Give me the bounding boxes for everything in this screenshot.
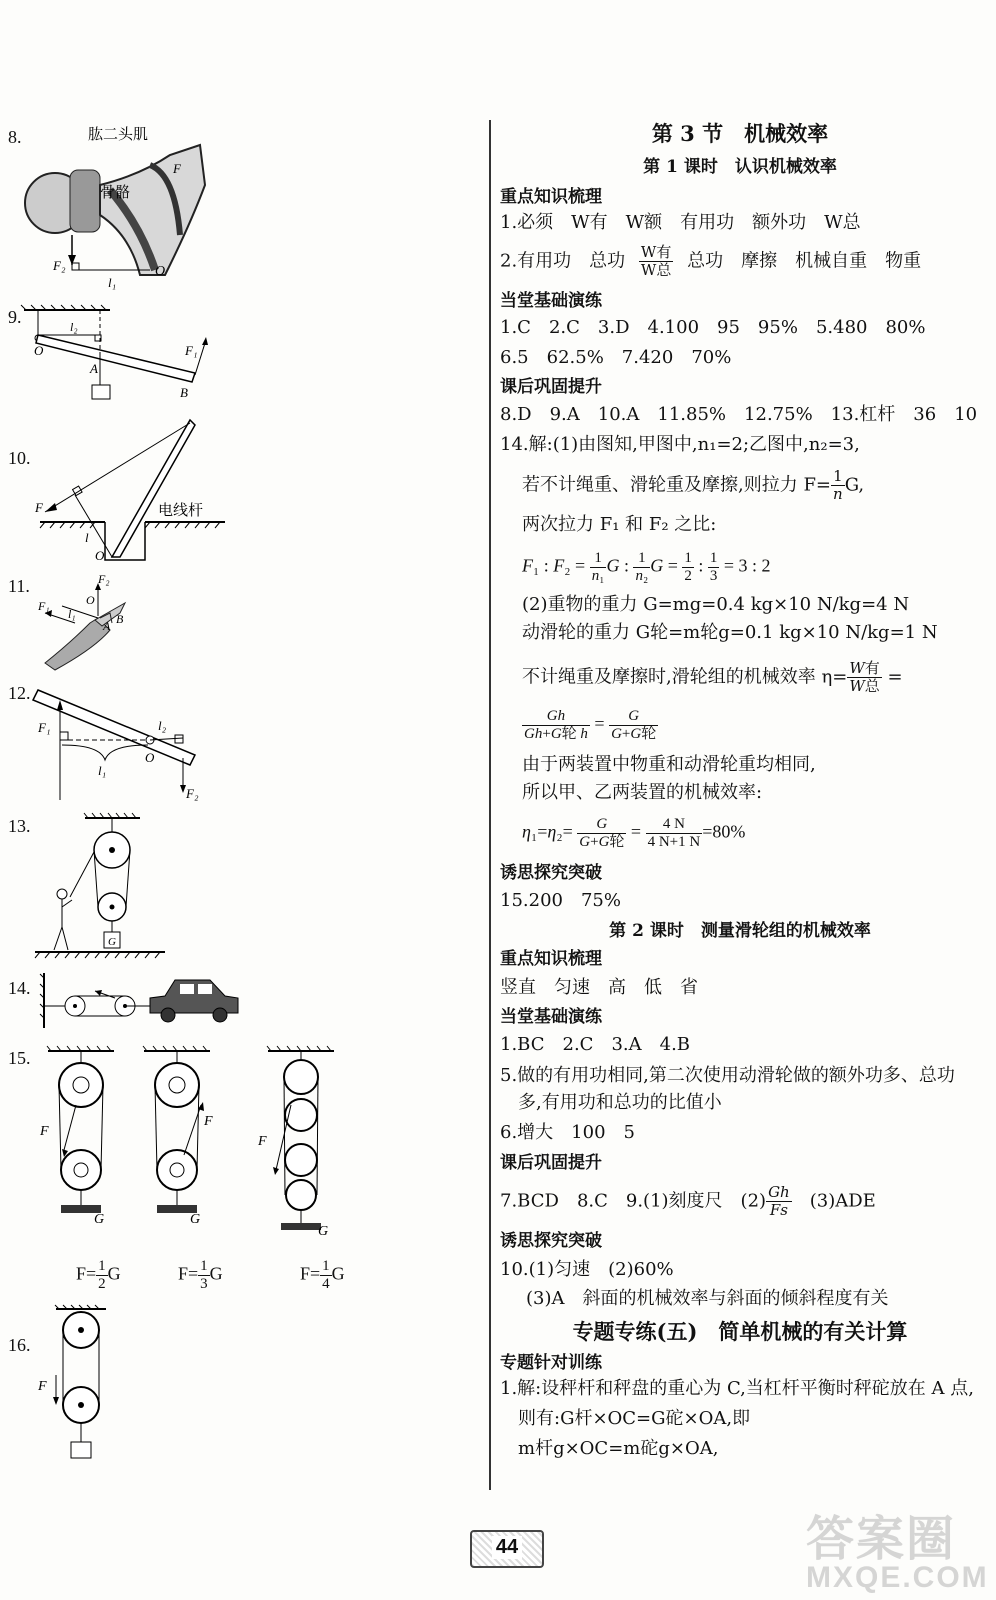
q15-formula-1: F= $\frac{1}{2}$ G (76, 1258, 121, 1292)
q15-number: 15. (8, 1048, 31, 1068)
l2-b4-line: 6.增大 100 5 (500, 1122, 635, 1143)
q11-pliers-diagram (0, 568, 160, 678)
q8-f-label: F (173, 161, 181, 176)
a1-line: 8.D 9.A 10.A 11.85% 12.75% 13.杠杆 36 10 (500, 404, 978, 425)
heading-key-points: 重点知识梳理 (500, 187, 602, 207)
k1-line: 1.必须 W有 W额 有用功 额外功 W总 (500, 212, 861, 233)
q12-l1-label: l₁ (98, 763, 107, 778)
a4-line: 两次拉力 F₁ 和 F₂ 之比: (522, 514, 717, 535)
watermark-logo-text: 答案圈 (806, 1513, 957, 1566)
q9-b-label: B (180, 385, 188, 400)
a6-line: (2)重物的重力 G=mg=0.4 kg×10 N/kg=4 N (522, 594, 910, 615)
q15-formula-2: F= $\frac{1}{3}$ G (178, 1258, 223, 1292)
l2-k1-line: 竖直 匀速 高 低 省 (500, 977, 698, 998)
q12-lever-diagram (0, 680, 230, 800)
q13-g-label: G (108, 936, 116, 948)
l2-b1-line: 1.BC 2.C 3.A 4.B (500, 1034, 691, 1055)
l2-heading-key-points: 重点知识梳理 (500, 949, 602, 969)
q11-l1-label: l₁ (68, 607, 76, 621)
a7-line: 动滑轮的重力 G轮=m轮g=0.1 kg×10 N/kg=1 N (522, 622, 938, 643)
column-divider (489, 120, 491, 1490)
q9-o-label: O (34, 343, 44, 358)
q12-number: 12. (8, 683, 31, 703)
q16-f-label: F (38, 1379, 47, 1394)
a2-line: 14.解:(1)由图知,甲图中,n₁=2;乙图中,n₂=3, (500, 434, 860, 455)
l2-heading-after: 课后巩固提升 (500, 1153, 602, 1173)
q9-l2-label: l₂ (70, 320, 78, 334)
a5-line: F₁ : F₂ = $\frac{1}{\text{n₁}}$ G : $\frac{1}{\text{n₂}}$ G = $\frac{1}{2}$ : $\frac{1}{3}$ = 3 : 2 (522, 550, 771, 584)
q11-number: 11. (8, 576, 30, 596)
q12-l2-label: l₂ (158, 718, 167, 733)
a8-continued: $\frac{Gh}{\text{Gh+G轮 h}}$ = $\frac{G}{\text{G+G轮}}$ (524, 708, 657, 742)
q10-l-label: l (85, 530, 89, 545)
q13-number: 13. (8, 816, 31, 836)
q10-f-label: F (35, 500, 43, 515)
l2-e1-line: 10.(1)匀速 (2)60% (500, 1259, 674, 1280)
q9-number: 9. (8, 307, 22, 327)
q16-number: 16. (8, 1335, 31, 1355)
q9-a-label: A (90, 361, 98, 376)
q9-lever-diagram (0, 305, 230, 400)
q12-o-label: O (145, 750, 155, 765)
q11-b-label: B (116, 612, 124, 626)
q11-f2-label: F₂ (98, 572, 110, 586)
k2-line: 2.有用功 总功 $\frac{\text{W有}}{\text{W总}}$ 总功 摩擦 机械自重 物重 (500, 243, 922, 279)
a8-line: 不计绳重及摩擦时,滑轮组的机械效率 η= $\frac{\text{W有}}{\text{W总}}$ = (522, 659, 903, 695)
heading-after-class: 课后巩固提升 (500, 377, 602, 397)
b1-line: 1.C 2.C 3.D 4.100 95 95% 5.480 80% (500, 317, 926, 338)
q10-o-label: O (95, 548, 105, 563)
q12-f2-label: F₂ (186, 786, 199, 801)
q8-bone-label: 骨骼 (100, 185, 131, 201)
section-title: 第 3 节 机械效率 (651, 121, 829, 146)
q8-o-label: O (155, 264, 166, 279)
b2-line: 6.5 62.5% 7.420 70% (500, 347, 732, 368)
e1-line: 15.200 75% (500, 890, 621, 911)
q11-a-label: A (103, 619, 111, 633)
a3-line: 若不计绳重、滑轮重及摩擦,则拉力 F= $\frac{1}{n}$ G, (522, 467, 865, 503)
l2-b2-line: 5.做的有用功相同,第二次使用动滑轮做的额外功多、总功 (500, 1065, 955, 1086)
a10-line: 所以甲、乙两装置的机械效率: (522, 782, 763, 803)
t2-line: 则有:G杆×OC=G砣×OA,即 (518, 1408, 751, 1429)
q14-car-pulley-diagram (40, 968, 250, 1033)
q8-l1-label: l₁ (108, 275, 117, 290)
q11-f1-label: F₁ (38, 599, 50, 613)
q15-f-label-2: F (204, 1114, 213, 1129)
q13-pulley-diagram (30, 812, 170, 960)
lesson2-title: 第 2 课时 测量滑轮组的机械效率 (609, 921, 871, 941)
heading-basic-practice: 当堂基础演练 (500, 291, 602, 311)
page-number: 44 (492, 1536, 522, 1559)
l2-e2-line: (3)A 斜面的机械效率与斜面的倾斜程度有关 (526, 1288, 889, 1309)
l2-heading-explore: 诱思探究突破 (500, 1231, 602, 1251)
q15-g-label-3: G (318, 1224, 329, 1239)
q9-f1-label: F₁ (185, 343, 198, 358)
l2-heading-basic: 当堂基础演练 (500, 1007, 602, 1027)
watermark-url: MXQE.COM (806, 1561, 989, 1594)
q15-f-label-3: F (258, 1134, 267, 1149)
t3-line: m杆g×OC=m砣g×OA, (518, 1438, 719, 1459)
a9-line: 由于两装置中物重和动滑轮重均相同, (522, 754, 816, 775)
q15-pulleys-diagram (36, 1045, 376, 1239)
q10-pole-label: 电线杆 (158, 503, 204, 519)
watermark (806, 1500, 989, 1594)
q10-pole-diagram (0, 415, 240, 565)
q15-g-label-2: G (190, 1212, 201, 1227)
q8-number: 8. (8, 127, 22, 147)
t1-line: 1.解:设秤杆和秤盘的重心为 C,当杠杆平衡时秤砣放在 A 点, (500, 1378, 974, 1399)
topic-heading: 专题针对训练 (500, 1353, 602, 1373)
page-number-box (470, 1530, 544, 1568)
a11-line: η₁=η₂= $\frac{G}{\text{G+G轮}}$ = $\frac{4 N}{4 N+1 N}$ =80% (522, 816, 746, 850)
q14-number: 14. (8, 978, 31, 998)
q8-muscle-label: 肱二头肌 (88, 127, 149, 143)
q16-pulley-diagram (36, 1305, 116, 1465)
q12-f1-label: F₁ (38, 720, 51, 735)
q15-f-label-1: F (40, 1124, 49, 1139)
q10-number: 10. (8, 448, 31, 468)
l2-b3-line: 多,有用功和总功的比值小 (518, 1092, 722, 1113)
heading-explore: 诱思探究突破 (500, 863, 602, 883)
q8-arm-diagram (0, 115, 230, 290)
lesson1-title: 第 1 课时 认识机械效率 (643, 157, 837, 177)
topic-title: 专题专练(五) 简单机械的有关计算 (572, 1319, 908, 1344)
l2-a1-line: 7.BCD 8.C 9.(1)刻度尺 (2) $\frac{Gh}{Fs}$ (3)ADE (500, 1183, 876, 1219)
q15-formula-3: F= $\frac{1}{4}$ G (300, 1258, 345, 1292)
q15-g-label-1: G (94, 1212, 105, 1227)
q8-f2-label: F₂ (53, 258, 66, 273)
q11-o-label: O (86, 593, 95, 607)
